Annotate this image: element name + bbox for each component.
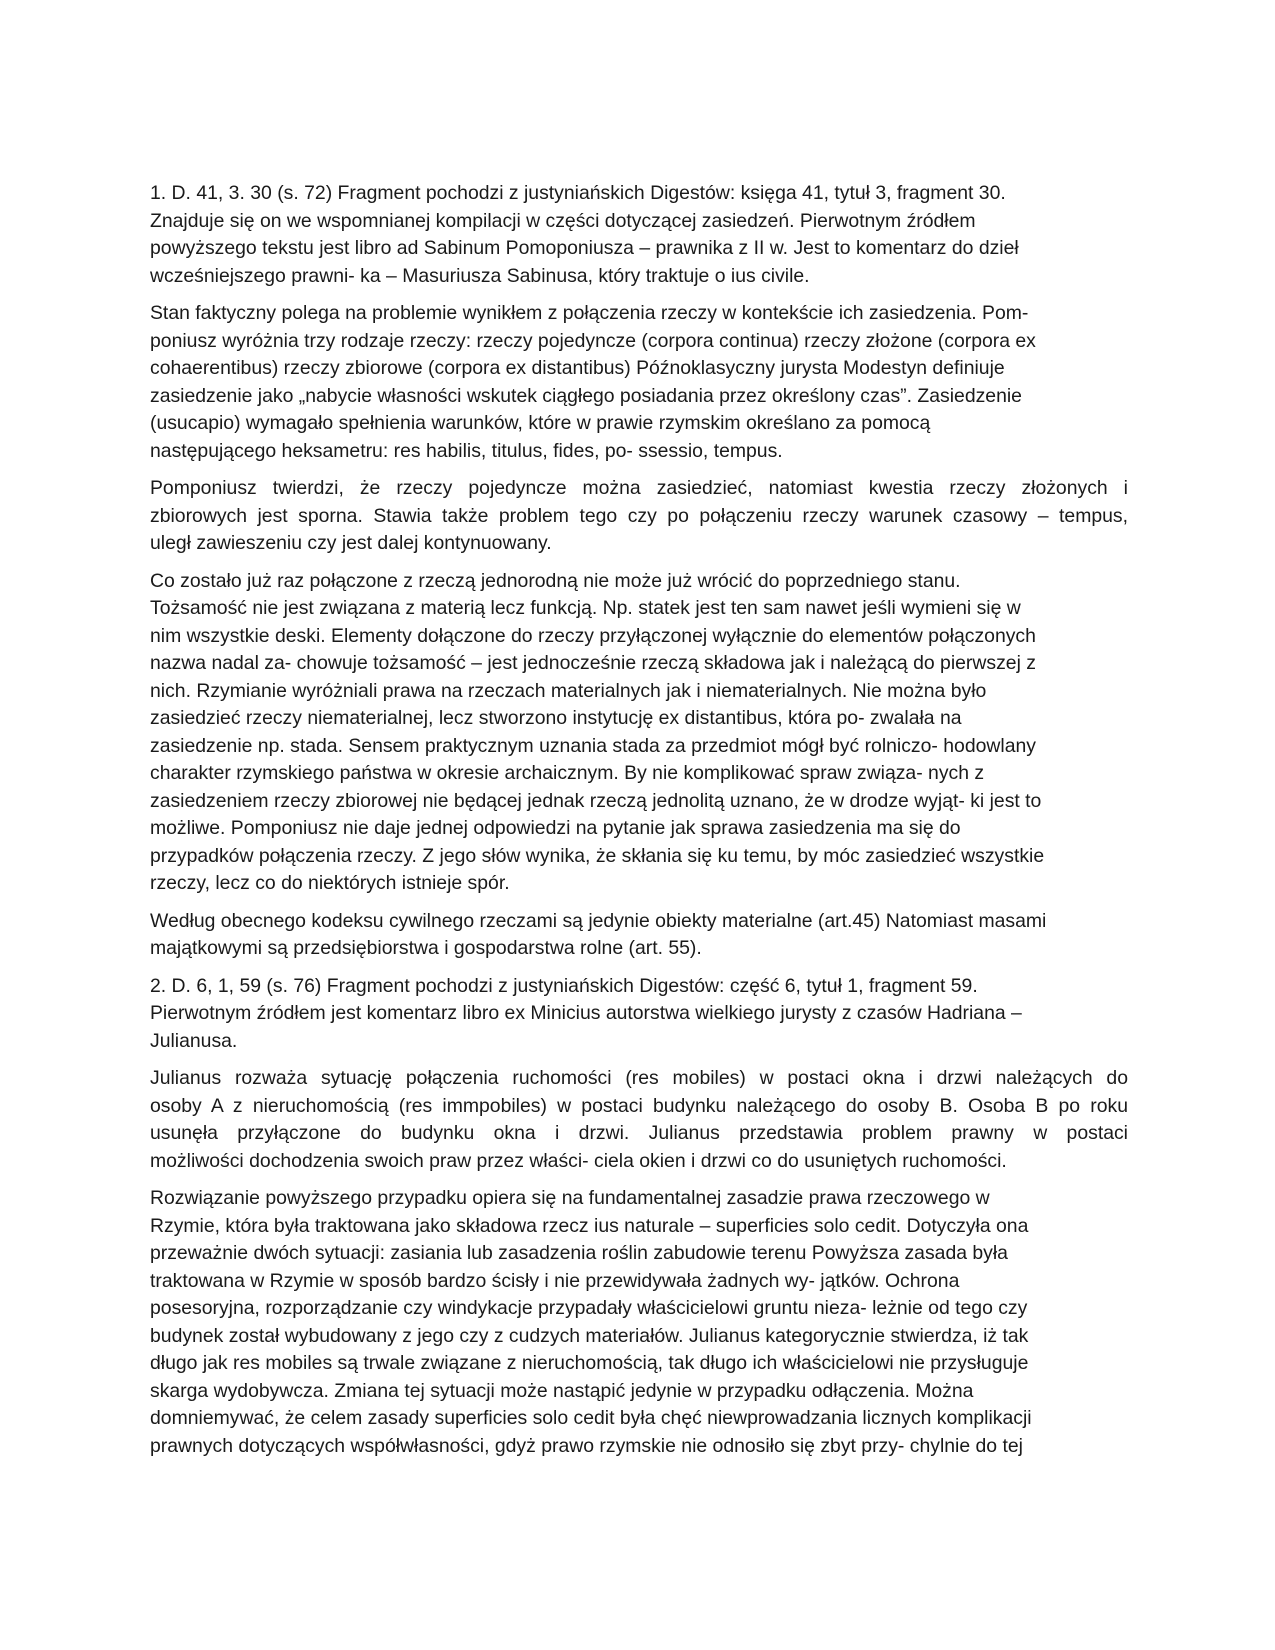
document-paragraph: [150, 1065, 1128, 1175]
text-line: Julianus rozważa sytuację połączenia ruchomości (res mobiles) w postaci okna i drzwi należących do: [150, 1067, 1128, 1089]
text-line: przeważnie dwóch sytuacji: zasiania lub zasadzenia roślin zabudowie terenu Powyższa zasada była: [150, 1242, 1008, 1264]
text-line: powyższego tekstu jest libro ad Sabinum Pomoponiusza – prawnika z II w. Jest to komentarz do dzieł: [150, 237, 1019, 259]
text-line: rzeczy, lecz co do niektórych istnieje spór.: [150, 872, 510, 894]
text-line: Tożsamość nie jest związana z materią lecz funkcją. Np. statek jest ten sam nawet jeśli wymieni się w: [150, 597, 1021, 619]
text-line: traktowana w Rzymie w sposób bardzo ścisły i nie przewidywała żadnych wy- jątków. Ochrona: [150, 1269, 960, 1292]
text-line: poniusz wyróżnia trzy rodzaje rzeczy: rzeczy pojedyncze (corpora continua) rzeczy złożone (corpora ex: [150, 329, 1036, 352]
text-line: nich. Rzymianie wyróżniali prawa na rzeczach materialnych jak i niematerialnych. Nie można było: [150, 679, 987, 702]
text-line: posesoryjna, rozporządzanie czy windykacje przypadały właścicielowi gruntu nieza- leżnie od tego czy: [150, 1297, 1028, 1319]
document-paragraph: [150, 973, 1128, 1056]
text-line: zasiedzeniem rzeczy zbiorowej nie będącej jednak rzeczą jednolitą uznano, że w drodze wyjąt- ki jest to: [150, 789, 1042, 812]
text-line: (usucapio) wymagało spełnienia warunków, które w prawie rzymskim określano za pomocą: [150, 412, 931, 434]
text-line: 2. D. 6, 1, 59 (s. 76) Fragment pochodzi z justyniańskich Digestów: część 6, tytuł 1, fragment 59.: [150, 974, 978, 997]
text-line: przypadków połączenia rzeczy. Z jego słów wynika, że skłania się ku temu, by móc zasiedzieć wszystkie: [150, 844, 1045, 867]
text-line: usunęła przyłączone do budynku okna i drzwi. Julianus przedstawia problem prawny w postaci: [150, 1122, 1128, 1144]
text-line: cohaerentibus) rzeczy zbiorowe (corpora ex distantibus) Późnoklasyczny jurysta Modestyn definiuje: [150, 357, 1005, 379]
document-paragraph: [150, 1185, 1128, 1460]
text-line: charakter rzymskiego państwa w okresie archaicznym. By nie komplikować spraw związa- nych z: [150, 762, 985, 784]
text-line: Stan faktyczny polega na problemie wynikłem z połączenia rzeczy w kontekście ich zasiedzenia. Pom-: [150, 302, 1029, 324]
text-line: uległ zawieszeniu czy jest dalej kontynuowany.: [150, 532, 552, 554]
text-line: Według obecnego kodeksu cywilnego rzeczami są jedynie obiekty materialne (art.45) Natomiast masami: [150, 909, 1047, 932]
text-line: wcześniejszego prawni- ka – Masuriusza Sabinusa, który traktuje o ius civile.: [150, 264, 810, 287]
text-line: nim wszystkie deski. Elementy dołączone do rzeczy przyłączonej wyłącznie do elementów połączonych: [150, 624, 1036, 647]
text-line: 1. D. 41, 3. 30 (s. 72) Fragment pochodzi z justyniańskich Digestów: księga 41, tytuł 3, fragment 30.: [150, 182, 1006, 204]
text-line: Pomponiusz twierdzi, że rzeczy pojedyncze można zasiedzieć, natomiast kwestia rzeczy złożonych i: [150, 477, 1128, 499]
text-line: majątkowymi są przedsiębiorstwa i gospodarstwa rolne (art. 55).: [150, 937, 702, 959]
text-line: Julianusa.: [150, 1029, 238, 1052]
text-line: zasiedzenie np. stada. Sensem praktycznym uznania stada za przedmiot mógł być rolniczo- hodowlany: [150, 734, 1036, 757]
text-line: nazwa nadal za- chowuje tożsamość – jest jednocześnie rzeczą składowa jak i należącą do pierwszej z: [150, 652, 1036, 674]
text-line: skarga wydobywcza. Zmiana tej sytuacji może nastąpić jedynie w przypadku odłączenia. Można: [150, 1379, 974, 1402]
document-paragraph: [150, 568, 1128, 898]
text-line: możliwe. Pomponiusz nie daje jednej odpowiedzi na pytanie jak sprawa zasiedzenia ma się do: [150, 817, 961, 839]
text-line: Rzymie, która była traktowana jako składowa rzecz ius naturale – superficies solo cedit. Dotyczyła ona: [150, 1214, 1029, 1237]
text-line: prawnych dotyczących współwłasności, gdyż prawo rzymskie nie odnosiło się zbyt przy- chylnie do tej: [150, 1434, 1023, 1457]
text-line: następującego heksametru: res habilis, titulus, fides, po- ssessio, tempus.: [150, 439, 783, 462]
text-line: Rozwiązanie powyższego przypadku opiera się na fundamentalnej zasadzie prawa rzeczowego w: [150, 1187, 990, 1209]
text-line: zasiedzenie jako „nabycie własności wskutek ciągłego posiadania przez określony czas”. Zasiedzenie: [150, 384, 1022, 407]
text-line: długo jak res mobiles są trwale związane z nieruchomością, tak długo ich właścicielowi nie przysługuje: [150, 1352, 1029, 1374]
document-paragraph: [150, 908, 1128, 963]
document-paragraph: [150, 180, 1128, 290]
document-paragraph: [150, 475, 1128, 558]
document-page: [150, 180, 1128, 1470]
text-line: Co zostało już raz połączone z rzeczą jednorodną nie może już wrócić do poprzedniego stanu.: [150, 569, 961, 592]
text-line: osoby A z nieruchomością (res immpobiles) w postaci budynku należącego do osoby B. Osoba B po roku: [150, 1094, 1128, 1117]
document-paragraph: [150, 300, 1128, 465]
text-line: możliwości dochodzenia swoich praw przez właści- ciela okien i drzwi co do usuniętych ruchomości.: [150, 1149, 1007, 1172]
text-line: Pierwotnym źródłem jest komentarz libro ex Minicius autorstwa wielkiego jurysty z czasów Hadriana –: [150, 1002, 1022, 1024]
text-line: zasiedzieć rzeczy niematerialnej, lecz stworzono instytucję ex distantibus, która po- zwalała na: [150, 707, 962, 729]
text-line: domniemywać, że celem zasady superficies solo cedit była chęć niewprowadzania licznych komplikacji: [150, 1407, 1032, 1429]
text-line: budynek został wybudowany z jego czy z cudzych materiałów. Julianus kategorycznie stwierdza, iż tak: [150, 1324, 1029, 1347]
text-line: Znajduje się on we wspomnianej kompilacji w części dotyczącej zasiedzeń. Pierwotnym źródłem: [150, 209, 976, 232]
text-line: zbiorowych jest sporna. Stawia także problem tego czy po połączeniu rzeczy warunek czasowy – tempus,: [150, 504, 1128, 527]
